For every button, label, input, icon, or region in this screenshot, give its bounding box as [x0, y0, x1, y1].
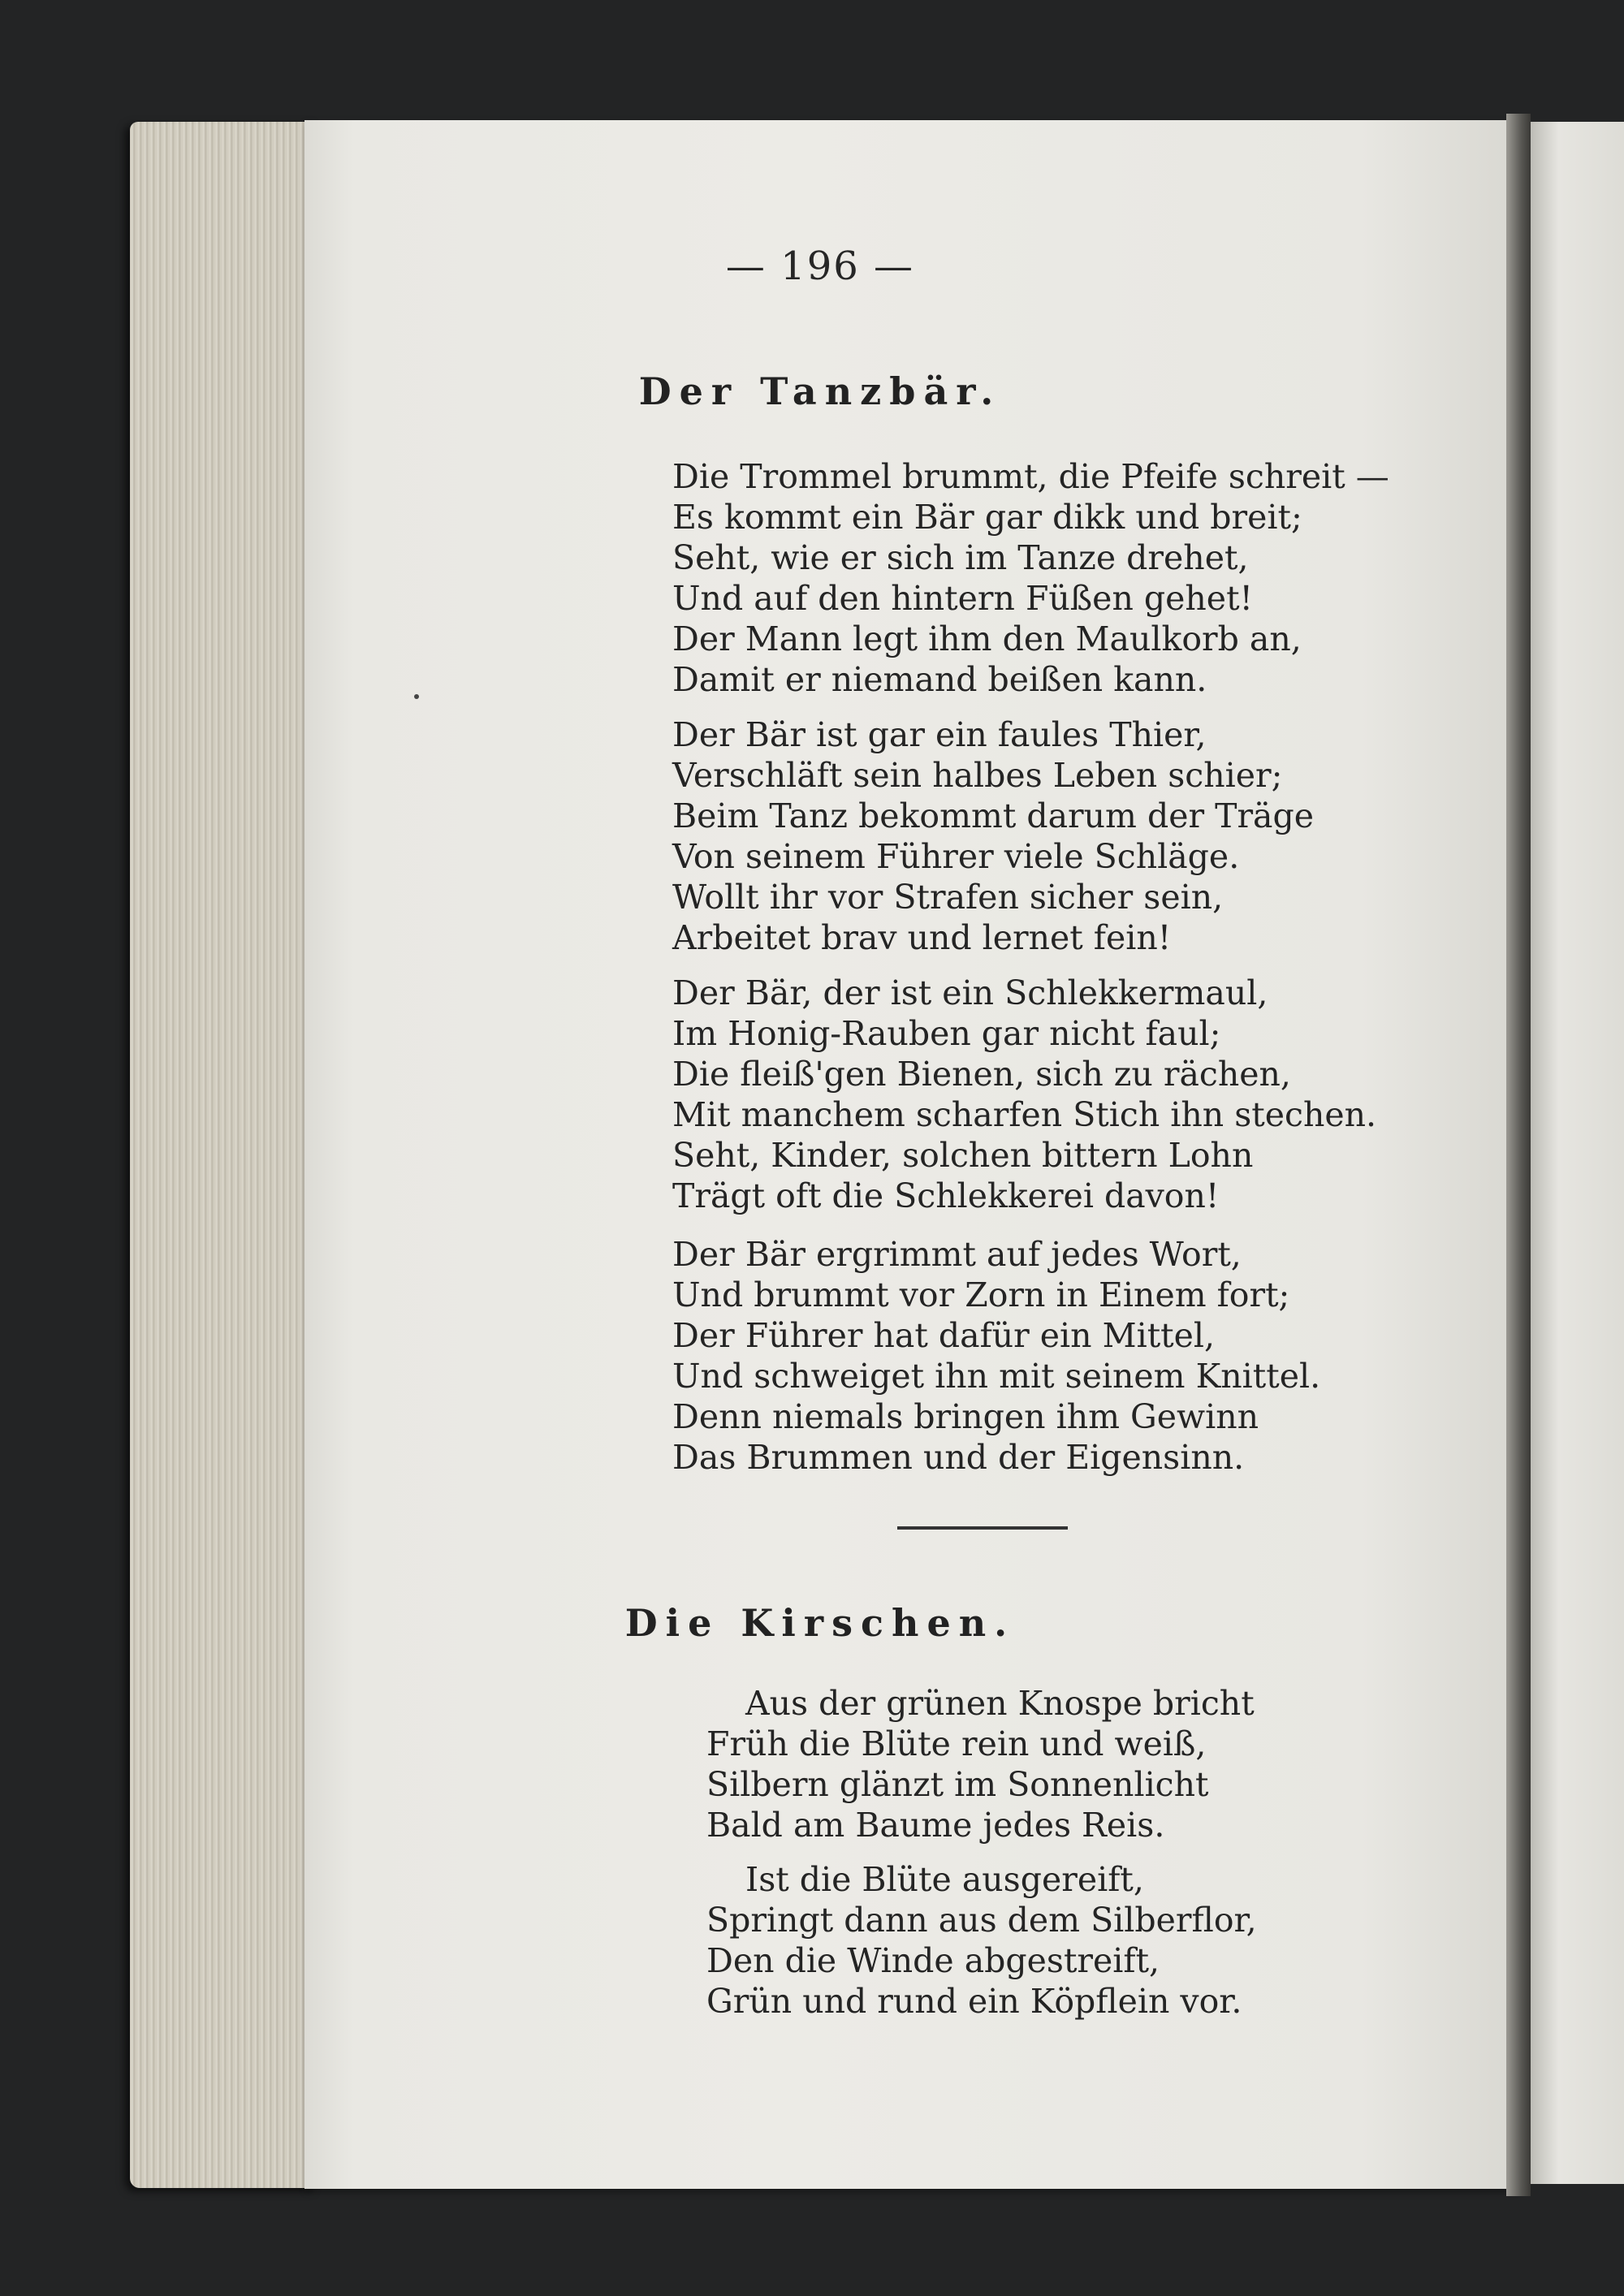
paper-speck	[414, 694, 419, 699]
verse-line: Und schweiget ihn mit seinem Knittel.	[672, 1357, 1321, 1396]
verse-line: Springt dann aus dem Silberflor,	[706, 1901, 1257, 1940]
verse-line: Grün und rund ein Köpflein vor.	[706, 1982, 1242, 2021]
verse-line: Der Bär ergrimmt auf jedes Wort,	[672, 1235, 1242, 1274]
verse-line: Wollt ihr vor Strafen sicher sein,	[672, 878, 1224, 917]
verse-line: Der Führer hat dafür ein Mittel,	[672, 1316, 1216, 1355]
verse-line: Seht, Kinder, solchen bittern Lohn	[672, 1136, 1254, 1175]
verse-line: Silbern glänzt im Sonnenlicht	[706, 1765, 1209, 1804]
verse-line: Mit manchem scharfen Stich ihn stechen.	[672, 1095, 1377, 1134]
poem2-stanza-1	[706, 1683, 1255, 1845]
facing-page	[1531, 122, 1624, 2184]
verse-line: Der Bär ist gar ein faules Thier,	[672, 715, 1207, 754]
page-number: — 196 —	[725, 244, 915, 289]
verse-line: Die Trommel brummt, die Pfeife schreit —	[672, 457, 1389, 496]
verse-line: Trägt oft die Schlekkerei davon!	[672, 1176, 1220, 1215]
poem1-title: Der Tanzbär.	[638, 369, 1002, 413]
poem1-stanza-1	[672, 456, 1389, 700]
book-gutter	[1506, 114, 1531, 2196]
verse-line: Früh die Blüte rein und weiß,	[706, 1724, 1207, 1763]
verse-line: Verschläft sein halbes Leben schier;	[672, 756, 1283, 795]
book-page-edges	[130, 122, 317, 2188]
verse-line: Arbeitet brav und lernet fein!	[672, 918, 1172, 957]
verse-line: Aus der grünen Knospe bricht	[745, 1684, 1255, 1723]
verse-line: Beim Tanz bekommt darum der Träge	[672, 796, 1315, 835]
verse-line: Und brummt vor Zorn in Einem fort;	[672, 1275, 1290, 1314]
verse-line: Damit er niemand beißen kann.	[672, 660, 1207, 699]
verse-line: Seht, wie er sich im Tanze drehet,	[672, 538, 1249, 577]
section-divider	[897, 1526, 1068, 1530]
verse-line: Der Bär, der ist ein Schlekkermaul,	[672, 973, 1268, 1012]
verse-line: Der Mann legt ihm den Maulkorb an,	[672, 619, 1302, 658]
verse-line: Den die Winde abgestreift,	[706, 1941, 1160, 1980]
verse-line: Es kommt ein Bär gar dikk und breit;	[672, 498, 1302, 537]
verse-line: Das Brummen und der Eigensinn.	[672, 1438, 1245, 1477]
verse-line: Und auf den hintern Füßen gehet!	[672, 579, 1254, 618]
verse-line: Die fleiß'gen Bienen, sich zu rächen,	[672, 1055, 1291, 1094]
verse-line: Von seinem Führer viele Schläge.	[672, 837, 1240, 876]
poem2-stanza-2	[706, 1859, 1257, 2022]
poem1-stanza-3	[672, 973, 1376, 1216]
poem1-stanza-4	[672, 1234, 1320, 1478]
poem2-title: Die Kirschen.	[624, 1601, 1016, 1645]
verse-line: Denn niemals bringen ihm Gewinn	[672, 1397, 1259, 1436]
verse-line: Im Honig-Rauben gar nicht faul;	[672, 1014, 1221, 1053]
verse-line: Ist die Blüte ausgereift,	[745, 1860, 1144, 1899]
poem1-stanza-2	[672, 714, 1314, 958]
verse-line: Bald am Baume jedes Reis.	[706, 1806, 1165, 1845]
